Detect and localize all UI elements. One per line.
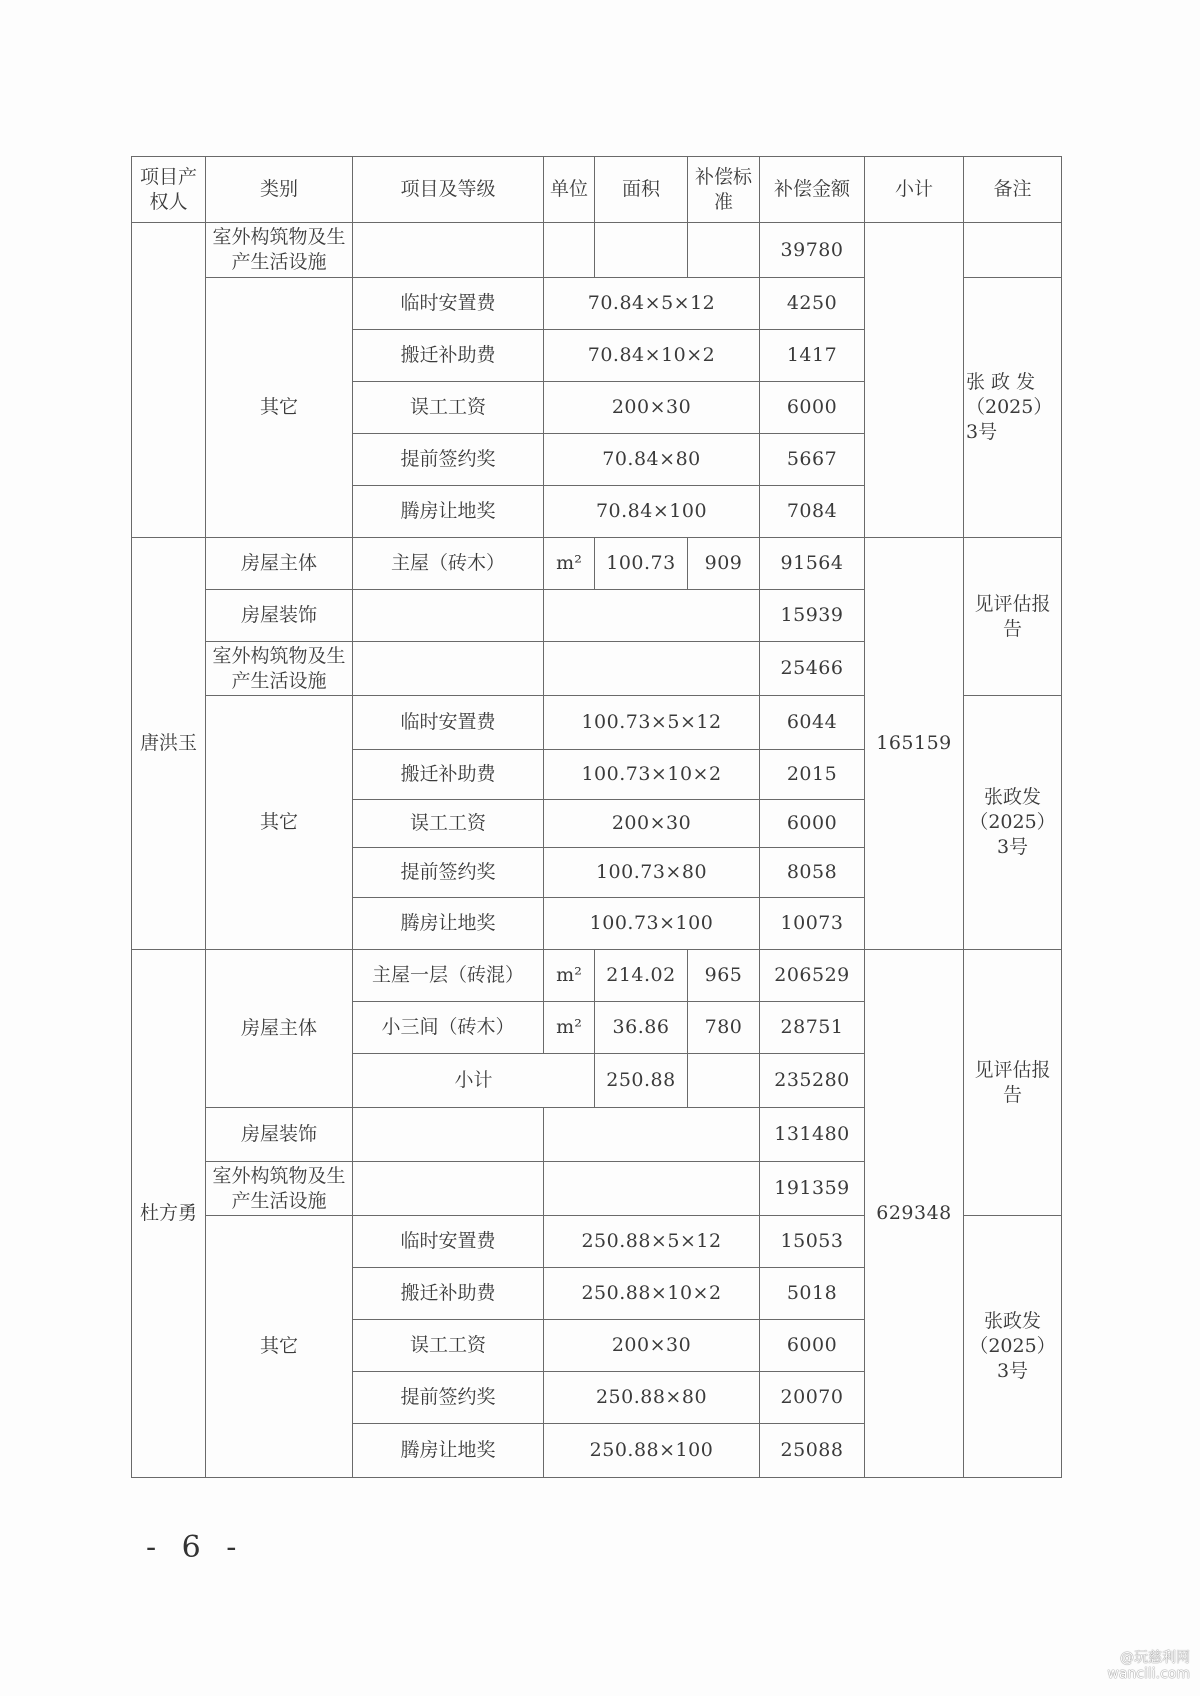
amount-cell: 7084 (760, 486, 865, 538)
page-number: - 6 - (146, 1530, 245, 1565)
unit-cell: m² (544, 538, 595, 590)
item-cell: 主屋（砖木） (353, 538, 544, 590)
formula-cell: 250.88×5×12 (544, 1216, 760, 1268)
item-cell: 腾房让地奖 (353, 1424, 544, 1478)
item-cell: 误工工资 (353, 382, 544, 434)
header-row (132, 157, 1062, 223)
item-cell (353, 223, 544, 278)
table-row (132, 223, 1062, 278)
standard-cell: 965 (688, 950, 760, 1002)
amount-cell: 5667 (760, 434, 865, 486)
table-row (132, 538, 1062, 590)
item-cell: 提前签约奖 (353, 848, 544, 898)
formula-cell: 100.73×5×12 (544, 696, 760, 750)
item-cell: 临时安置费 (353, 696, 544, 750)
area-cell: 100.73 (595, 538, 688, 590)
amount-cell: 25466 (760, 642, 865, 696)
category-cell: 其它 (206, 278, 353, 538)
header-subtotal: 小计 (865, 157, 964, 223)
amount-cell: 4250 (760, 278, 865, 330)
area-cell: 214.02 (595, 950, 688, 1002)
remark-cell: 见评估报告 (964, 538, 1062, 696)
subtotal-cell: 165159 (865, 538, 964, 950)
owner-cell (132, 223, 206, 538)
amount-cell: 20070 (760, 1372, 865, 1424)
watermark-line1: @玩慈利网 (1120, 1650, 1190, 1666)
item-cell: 腾房让地奖 (353, 898, 544, 950)
amount-cell: 6000 (760, 800, 865, 848)
standard-cell: 780 (688, 1002, 760, 1054)
amount-cell: 91564 (760, 538, 865, 590)
remark-cell: 张 政 发（2025）3号 (964, 278, 1062, 538)
item-cell: 腾房让地奖 (353, 486, 544, 538)
remark-cell: 张政发（2025）3号 (964, 696, 1062, 950)
amount-cell: 235280 (760, 1054, 865, 1108)
item-cell (353, 642, 544, 696)
subtotal-cell: 629348 (865, 950, 964, 1478)
unit-cell (544, 223, 595, 278)
remark-cell (964, 223, 1062, 278)
formula-cell: 100.73×10×2 (544, 750, 760, 800)
formula-cell: 250.88×80 (544, 1372, 760, 1424)
header-amount: 补偿金额 (760, 157, 865, 223)
formula-cell: 200×30 (544, 382, 760, 434)
formula-cell: 70.84×80 (544, 434, 760, 486)
item-cell: 主屋一层（砖混） (353, 950, 544, 1002)
header-owner: 项目产权人 (132, 157, 206, 223)
amount-cell: 6044 (760, 696, 865, 750)
formula-cell: 70.84×10×2 (544, 330, 760, 382)
header-area: 面积 (595, 157, 688, 223)
category-cell: 室外构筑物及生产生活设施 (206, 223, 353, 278)
subtotal-cell (865, 223, 964, 538)
category-cell: 室外构筑物及生产生活设施 (206, 642, 353, 696)
item-cell: 临时安置费 (353, 1216, 544, 1268)
header-item: 项目及等级 (353, 157, 544, 223)
formula-cell: 70.84×5×12 (544, 278, 760, 330)
formula-cell (544, 642, 760, 696)
unit-cell: m² (544, 950, 595, 1002)
amount-cell: 28751 (760, 1002, 865, 1054)
amount-cell: 5018 (760, 1268, 865, 1320)
item-cell: 误工工资 (353, 800, 544, 848)
formula-cell: 100.73×100 (544, 898, 760, 950)
area-cell (595, 223, 688, 278)
standard-cell: 909 (688, 538, 760, 590)
formula-cell (544, 590, 760, 642)
amount-cell: 15939 (760, 590, 865, 642)
item-cell: 搬迁补助费 (353, 1268, 544, 1320)
category-cell: 其它 (206, 1216, 353, 1478)
item-cell (353, 1108, 544, 1162)
formula-cell: 250.88×10×2 (544, 1268, 760, 1320)
amount-cell: 8058 (760, 848, 865, 898)
formula-cell: 200×30 (544, 800, 760, 848)
amount-cell: 131480 (760, 1108, 865, 1162)
table-row (132, 950, 1062, 1002)
category-cell: 房屋主体 (206, 950, 353, 1108)
watermark-line2: wancili.com (1107, 1666, 1190, 1682)
item-cell: 小三间（砖木） (353, 1002, 544, 1054)
owner-cell: 唐洪玉 (132, 538, 206, 950)
header-category: 类别 (206, 157, 353, 223)
header-remark: 备注 (964, 157, 1062, 223)
item-cell (353, 1162, 544, 1216)
amount-cell: 39780 (760, 223, 865, 278)
category-cell: 其它 (206, 696, 353, 950)
standard-cell (688, 223, 760, 278)
amount-cell: 191359 (760, 1162, 865, 1216)
item-cell: 提前签约奖 (353, 1372, 544, 1424)
amount-cell: 206529 (760, 950, 865, 1002)
watermark (1107, 1650, 1190, 1682)
area-cell: 36.86 (595, 1002, 688, 1054)
header-unit: 单位 (544, 157, 595, 223)
category-cell: 房屋装饰 (206, 590, 353, 642)
category-cell: 房屋装饰 (206, 1108, 353, 1162)
category-cell: 房屋主体 (206, 538, 353, 590)
area-cell: 250.88 (595, 1054, 688, 1108)
unit-cell: m² (544, 1002, 595, 1054)
item-subtotal-cell: 小计 (353, 1054, 595, 1108)
item-cell: 提前签约奖 (353, 434, 544, 486)
amount-cell: 25088 (760, 1424, 865, 1478)
item-cell: 搬迁补助费 (353, 330, 544, 382)
formula-cell: 100.73×80 (544, 848, 760, 898)
remark-cell: 见评估报告 (964, 950, 1062, 1216)
compensation-table (131, 156, 1062, 1478)
item-cell: 误工工资 (353, 1320, 544, 1372)
amount-cell: 6000 (760, 382, 865, 434)
amount-cell: 2015 (760, 750, 865, 800)
item-cell: 临时安置费 (353, 278, 544, 330)
formula-cell (544, 1162, 760, 1216)
item-cell (353, 590, 544, 642)
amount-cell: 1417 (760, 330, 865, 382)
amount-cell: 15053 (760, 1216, 865, 1268)
remark-cell: 张政发（2025）3号 (964, 1216, 1062, 1478)
formula-cell: 70.84×100 (544, 486, 760, 538)
formula-cell: 250.88×100 (544, 1424, 760, 1478)
formula-cell (544, 1108, 760, 1162)
amount-cell: 6000 (760, 1320, 865, 1372)
header-standard: 补偿标准 (688, 157, 760, 223)
amount-cell: 10073 (760, 898, 865, 950)
item-cell: 搬迁补助费 (353, 750, 544, 800)
category-cell: 室外构筑物及生产生活设施 (206, 1162, 353, 1216)
formula-cell: 200×30 (544, 1320, 760, 1372)
standard-cell (688, 1054, 760, 1108)
owner-cell: 杜方勇 (132, 950, 206, 1478)
